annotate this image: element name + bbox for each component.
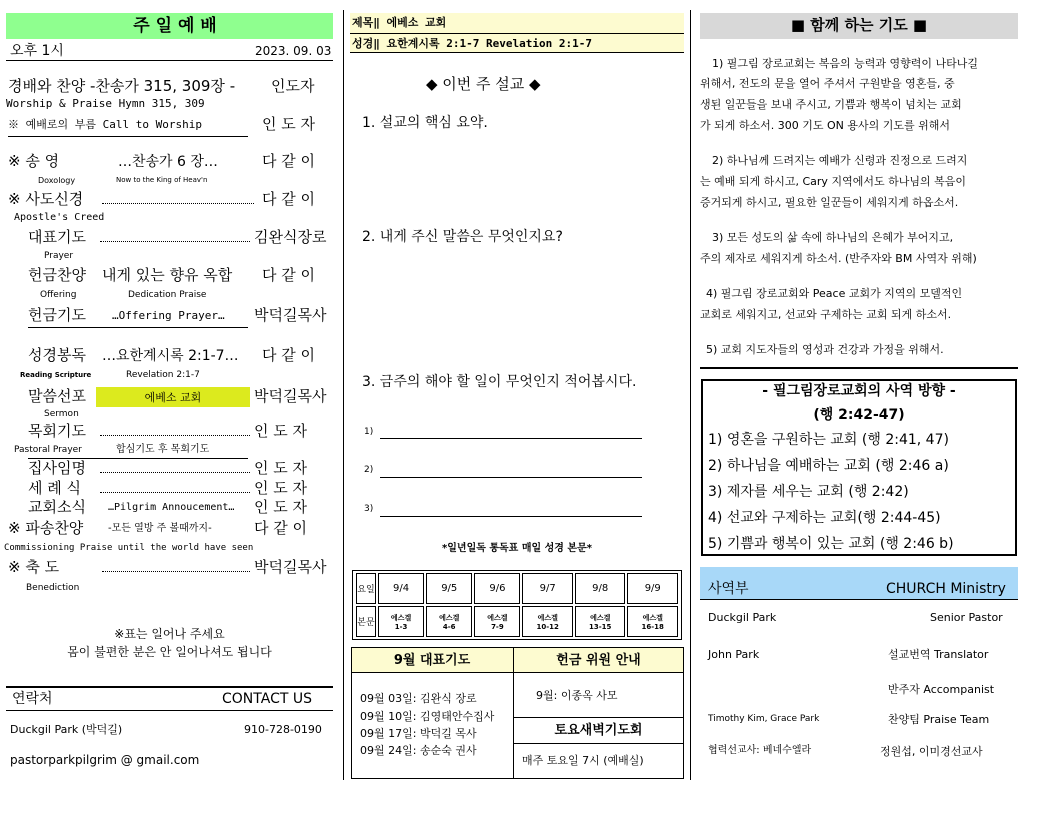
question-1: 1. 설교의 핵심 요약. bbox=[362, 115, 488, 131]
call-to-worship-leader: 인 도 자 bbox=[262, 115, 316, 133]
sermon-title: 말씀선포 bbox=[28, 387, 86, 405]
sermon-title-line: 제목‖ 에베소 교회 bbox=[352, 16, 447, 29]
deacon-title: 집사임명 bbox=[28, 459, 86, 477]
ministry-label: 사역부 bbox=[708, 581, 749, 597]
blank-1-line[interactable] bbox=[380, 438, 642, 439]
sched-cell-4: 에스겔 10-12 bbox=[522, 606, 573, 637]
direction-1: 1) 영혼을 구원하는 교회 (행 2:41, 47) bbox=[708, 432, 949, 448]
prayer-1: 09월 03일: 김완식 장로 bbox=[360, 692, 477, 705]
pastoral-prayer-sub: Pastoral Prayer bbox=[14, 445, 82, 455]
saturday-heading: 토요새벽기도회 bbox=[554, 723, 643, 738]
doxology-sub2: Now to the King of Heav'n bbox=[116, 176, 208, 184]
sermon-scripture-line: 성경‖ 요한계시록 2:1-7 Revelation 2:1-7 bbox=[352, 37, 592, 50]
doxology-leader: 다 같 이 bbox=[262, 152, 316, 170]
sched-cell-3: 에스겔 7-9 bbox=[474, 606, 520, 637]
sermon-leader: 박덕길목사 bbox=[254, 387, 327, 405]
contact-en: CONTACT US bbox=[222, 691, 312, 707]
offering-sub: Offering bbox=[40, 290, 77, 300]
blank-2-line[interactable] bbox=[380, 477, 642, 478]
staff-4-name: Timothy Kim, Grace Park bbox=[708, 714, 820, 724]
creed-title: ※ 사도신경 bbox=[8, 190, 84, 208]
prayer-item-3-l1: 3) 모든 성도의 삶 속에 하나님의 은혜가 부어지고, bbox=[712, 231, 954, 244]
announce-middle: …Pilgrim Annoucement… bbox=[108, 502, 235, 513]
prayer-heading: 9월 대표기도 bbox=[393, 653, 471, 668]
sched-row2-label: 본문 bbox=[356, 606, 376, 637]
announce-leader: 인 도 자 bbox=[254, 498, 308, 516]
prayer-item-2-l3: 증거되게 하시고, 필요한 일꾼들이 세워지게 하옵소서. bbox=[700, 196, 959, 209]
prayer-sub: Prayer bbox=[44, 251, 74, 261]
worship-praise-sub: Worship & Praise Hymn 315, 309 bbox=[6, 97, 205, 110]
service-time: 오후 1시 bbox=[10, 43, 64, 59]
offering-leader: 다 같 이 bbox=[262, 266, 316, 284]
sched-day-3: 9/6 bbox=[474, 573, 520, 604]
contact-phone: 910-728-0190 bbox=[244, 723, 322, 736]
pastoral-prayer-leader: 인 도 자 bbox=[254, 422, 308, 440]
doxology-sub: Doxology bbox=[38, 176, 76, 185]
scripture-leader: 다 같 이 bbox=[262, 346, 316, 364]
sermon-name: 에베소 교회 bbox=[144, 391, 202, 404]
commission-title: ※ 파송찬양 bbox=[8, 519, 84, 537]
creed-leader: 다 같 이 bbox=[262, 190, 316, 208]
direction-title: - 필그림장로교회의 사역 방향 - bbox=[762, 383, 956, 399]
staff-3-role: 반주자 Accompanist bbox=[888, 683, 995, 696]
contact-email: pastorparkpilgrim @ gmail.com bbox=[10, 753, 200, 767]
prayer-item-4-l2: 교회로 세워지고, 선교와 구제하는 교회 되게 하소서. bbox=[700, 308, 952, 321]
pastoral-prayer-sub2: 합심기도 후 목회기도 bbox=[116, 444, 210, 455]
staff-2-name: John Park bbox=[708, 648, 760, 661]
deacon-leader: 인 도 자 bbox=[254, 459, 308, 477]
worship-praise-title: 경배와 찬양 -찬송가 315, 309장 - bbox=[8, 77, 236, 95]
prayer-item-4-l1: 4) 필그림 장로교회와 Peace 교회가 지역의 모델적인 bbox=[706, 287, 963, 300]
creed-sub: Apostle's Creed bbox=[14, 212, 105, 223]
offering-prayer-title: 헌금기도 bbox=[28, 306, 86, 324]
worship-praise-leader: 인도자 bbox=[271, 77, 315, 95]
prayer-3: 09월 17일: 박덕길 목사 bbox=[360, 727, 477, 740]
benediction-title: ※ 축 도 bbox=[8, 558, 60, 576]
prayer-item-1-l2: 위해서, 전도의 문을 열어 주셔서 구원받을 영혼들, 중 bbox=[700, 77, 955, 90]
direction-ref: (행 2:42-47) bbox=[813, 407, 905, 423]
prayer-header: ■ 함께 하는 기도 ■ bbox=[790, 16, 928, 34]
commission-leader: 다 같 이 bbox=[254, 519, 308, 537]
contact-label: 연락처 bbox=[12, 691, 53, 707]
sched-cell-6: 에스겔 16-18 bbox=[627, 606, 678, 637]
blank-2-label: 2) bbox=[364, 465, 374, 475]
offering-title: 헌금찬양 bbox=[28, 266, 86, 284]
staff-4-role: 찬양팀 Praise Team bbox=[888, 713, 990, 726]
prayer-title: 대표기도 bbox=[28, 228, 86, 246]
sched-day-1: 9/4 bbox=[378, 573, 424, 604]
baptism-title: 세 례 식 bbox=[28, 479, 82, 497]
accessibility-note: 몸이 불편한 분은 안 일어나셔도 됩니다 bbox=[67, 645, 272, 659]
ministry-en: CHURCH Ministry bbox=[886, 581, 1006, 597]
prayer-4: 09월 24일: 송순숙 권사 bbox=[360, 744, 477, 757]
standing-note: ※표는 일어나 주세요 bbox=[114, 627, 225, 641]
question-2: 2. 내게 주신 말씀은 무엇인지요? bbox=[362, 229, 563, 245]
service-date: 2023. 09. 03 bbox=[255, 44, 332, 58]
reading-heading: *일년일독 통독표 매일 성경 본문* bbox=[442, 543, 592, 554]
staff-2-role: 설교번역 Translator bbox=[888, 648, 989, 661]
prayer-item-1-l3: 생된 일꾼들을 보내 주시고, 기쁨과 행복이 넘치는 교회 bbox=[700, 98, 962, 111]
direction-5: 5) 기쁨과 행복이 있는 교회 (행 2:46 b) bbox=[708, 536, 954, 552]
sched-day-4: 9/7 bbox=[522, 573, 573, 604]
benediction-sub: Benediction bbox=[26, 583, 80, 593]
call-to-worship: ※ 예배로의 부름 Call to Worship bbox=[8, 118, 202, 131]
prayer-leader: 김완식장로 bbox=[254, 228, 327, 246]
sermon-sub: Sermon bbox=[44, 409, 79, 419]
service-title: 주 일 예 배 bbox=[133, 16, 217, 36]
sched-day-6: 9/9 bbox=[627, 573, 678, 604]
commission-sub: Commissioning Praise until the world have seen bbox=[4, 543, 254, 553]
staff-5-role: 정원섭, 이미경선교사 bbox=[880, 745, 983, 758]
direction-4: 4) 선교와 구제하는 교회(행 2:44-45) bbox=[708, 510, 941, 526]
scripture-sub2: Revelation 2:1-7 bbox=[126, 370, 200, 380]
offering-heading: 헌금 위원 안내 bbox=[556, 653, 641, 668]
commission-middle: -모든 열방 주 볼때까지- bbox=[108, 523, 212, 534]
doxology-hymn: …찬송가 6 장… bbox=[118, 154, 218, 170]
prayer-item-2-l1: 2) 하나님께 드려지는 예배가 신령과 진정으로 드려지 bbox=[712, 154, 968, 167]
baptism-leader: 인 도 자 bbox=[254, 479, 308, 497]
sched-row1-label: 요일 bbox=[356, 573, 376, 604]
blank-1-label: 1) bbox=[364, 427, 374, 437]
blank-3-label: 3) bbox=[364, 504, 374, 514]
sched-cell-1: 에스겔 1-3 bbox=[378, 606, 424, 637]
prayer-item-5: 5) 교회 지도자들의 영성과 건강과 가정을 위해서. bbox=[706, 343, 944, 356]
sermon-heading: ◆ 이번 주 설교 ◆ bbox=[426, 75, 541, 93]
staff-1-role: Senior Pastor bbox=[930, 611, 1003, 624]
prayer-item-2-l2: 는 예배 되게 하시고, Cary 지역에서도 하나님의 복음이 bbox=[700, 175, 966, 188]
scripture-sub: Reading Scripture bbox=[20, 371, 92, 379]
offering-song: 내게 있는 향유 옥합 bbox=[102, 266, 233, 284]
prayer-2: 09월 10일: 김영태안수집사 bbox=[360, 710, 495, 723]
offering-prayer-leader: 박덕길목사 bbox=[254, 306, 327, 324]
prayer-item-1-l1: 1) 필그림 장로교회는 복음의 능력과 영향력이 나타나길 bbox=[712, 57, 979, 70]
direction-3: 3) 제자를 세우는 교회 (행 2:42) bbox=[708, 484, 909, 500]
offering-sub2: Dedication Praise bbox=[128, 290, 207, 300]
reading-table bbox=[354, 571, 680, 639]
prayer-item-1-l4: 가 되게 하소서. 300 기도 ON 용사의 기도를 위해서 bbox=[700, 119, 950, 132]
announce-title: 교회소식 bbox=[28, 498, 86, 516]
direction-2: 2) 하나님을 예배하는 교회 (행 2:46 a) bbox=[708, 458, 949, 474]
prayer-item-3-l2: 주의 제자로 세워지게 하소서. (반주자와 BM 사역자 위해) bbox=[700, 252, 977, 265]
contact-name: Duckgil Park (박덕길) bbox=[10, 723, 123, 736]
scripture-middle: …요한계시록 2:1-7… bbox=[102, 348, 239, 364]
offering-person: 9월: 이종옥 사모 bbox=[536, 689, 618, 702]
sched-cell-5: 에스겔 13-15 bbox=[575, 606, 626, 637]
offering-prayer-middle: …Offering Prayer… bbox=[112, 309, 225, 322]
staff-1-name: Duckgil Park bbox=[708, 611, 777, 624]
sched-day-5: 9/8 bbox=[575, 573, 626, 604]
doxology-title: ※ 송 영 bbox=[8, 152, 60, 170]
benediction-leader: 박덕길목사 bbox=[254, 558, 327, 576]
question-3: 3. 금주의 해야 할 일이 무엇인지 적어봅시다. bbox=[362, 374, 637, 390]
pastoral-prayer-title: 목회기도 bbox=[28, 422, 86, 440]
staff-5-name: 협력선교사: 베네수엘라 bbox=[708, 745, 812, 756]
sched-day-2: 9/5 bbox=[426, 573, 472, 604]
blank-3-line[interactable] bbox=[380, 516, 642, 517]
sched-cell-2: 에스겔 4-6 bbox=[426, 606, 472, 637]
saturday-text: 매주 토요일 7시 (예배실) bbox=[522, 754, 644, 767]
scripture-title: 성경봉독 bbox=[28, 346, 86, 364]
